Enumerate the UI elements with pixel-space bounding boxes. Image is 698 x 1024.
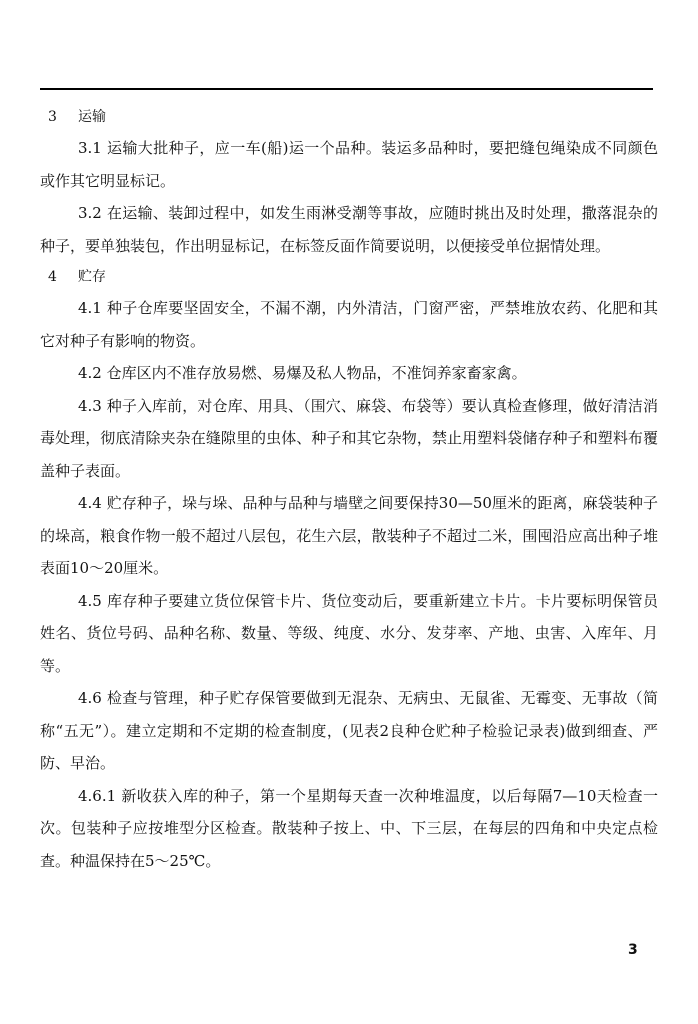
paragraph-3-1: 3.1 运输大批种子，应一车(船)运一个品种。装运多品种时，要把缝包绳染成不同颜色或作其它明显标记。 bbox=[40, 139, 658, 190]
section-number: 3 bbox=[48, 109, 57, 125]
paragraph-4-6: 4.6 检查与管理，种子贮存保管要做到无混杂、无病虫、无鼠雀、无霉变、无事故（简称“五无”）。建立定期和不定期的检查制度，(见表2良种仓贮种子检验记录表)做到细查、严防、早治。 bbox=[40, 689, 658, 772]
paragraph-4-1: 4.1 种子仓库要坚固安全，不漏不潮，内外清洁，门窗严密，严禁堆放农药、化肥和其它对种子有影响的物资。 bbox=[40, 299, 658, 350]
section-title: 贮存 bbox=[78, 269, 106, 285]
section-number: 4 bbox=[48, 269, 57, 285]
paragraph-3-2: 3.2 在运输、装卸过程中，如发生雨淋受潮等事故，应随时挑出及时处理，撒落混杂的种子，要单独装包，作出明显标记，在标签反面作简要说明，以便接受单位据情处理。 bbox=[40, 204, 658, 255]
paragraph-4-5: 4.5 库存种子要建立货位保管卡片、货位变动后，要重新建立卡片。卡片要标明保管员姓名、货位号码、品种名称、数量、等级、纯度、水分、发芽率、产地、虫害、入库年、月等。 bbox=[40, 591, 658, 675]
section-heading-transport bbox=[48, 102, 658, 132]
document-body bbox=[40, 102, 658, 877]
section-heading-storage bbox=[48, 262, 658, 292]
header-rule bbox=[40, 88, 653, 90]
page-number: 3 bbox=[628, 942, 638, 958]
section-title: 运输 bbox=[78, 109, 106, 125]
paragraph-4-3: 4.3 种子入库前，对仓库、用具、（围穴、麻袋、布袋等）要认真检查修理，做好清洁消毒处理，彻底清除夹杂在缝隙里的虫体、种子和其它杂物，禁止用塑料袋储存种子和塑料布覆盖种子表面。 bbox=[40, 396, 658, 480]
paragraph-4-6-1: 4.6.1 新收获入库的种子，第一个星期每天查一次种堆温度，以后每隔7—10天检查一次。包装种子应按堆型分区检查。散装种子按上、中、下三层，在每层的四角和中央定点检查。种温保持在5～25℃。 bbox=[40, 786, 658, 870]
paragraph-4-2: 4.2 仓库区内不准存放易燃、易爆及私人物品，不准饲养家畜家禽。 bbox=[78, 364, 527, 382]
paragraph-4-4: 4.4 贮存种子，垛与垛、品种与品种与墙壁之间要保持30—50厘米的距离，麻袋装种子的垛高，粮食作物一般不超过八层包，花生六层，散装种子不超过二米，围囤沿应高出种子堆表面10～20厘米。 bbox=[40, 494, 658, 577]
